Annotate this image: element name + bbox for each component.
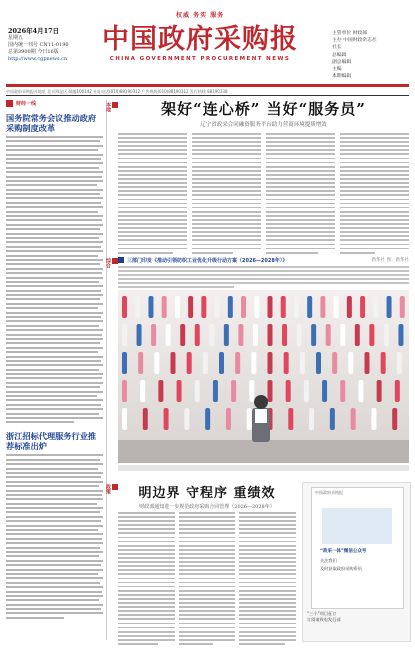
vertical-tab-local[interactable]: [105, 102, 118, 112]
main-headline[interactable]: 架好“连心桥” 当好“服务员”: [161, 100, 366, 118]
left-headline-1[interactable]: 国务院常务会议推动政府采购制度改革: [6, 113, 97, 133]
main-story: [118, 100, 409, 256]
phone-row[interactable]: 关注我们: [320, 558, 337, 563]
tab-label: 本地: [105, 102, 111, 112]
tab-label: 政策: [105, 484, 111, 494]
text-column: [239, 512, 296, 647]
subscription-line: 订阅请致电发行部: [307, 617, 341, 622]
board-line: 本期编辑: [332, 74, 352, 80]
main-subheadline: 辽宁省政采合同融资服务平台助力营商环境提质增效: [200, 122, 327, 128]
website-link[interactable]: http://www.cgpnews.cn: [8, 56, 68, 62]
divider: [6, 95, 409, 96]
feature-square-icon: [118, 257, 124, 263]
bottom-story-header: [118, 482, 296, 510]
masthead-tags: [176, 10, 224, 19]
vertical-tab-general[interactable]: [105, 258, 118, 268]
address-line: 中国政府采购报社地址 北京海淀区 邮编100142 社址电话(010)88190312 广告热线(010)88190312 发行热线 88190338: [6, 89, 228, 94]
vertical-tab-policy[interactable]: [105, 484, 118, 494]
feature-source: 新华社 图：新华社: [371, 258, 409, 263]
left-headline-2[interactable]: 浙江招标代理服务行业推荐标准出炉: [6, 431, 97, 452]
logo-title: 中国政府采购报: [102, 24, 298, 55]
phone-mockup: [311, 487, 404, 609]
tag: 务实: [193, 12, 208, 19]
photo-illustration: [118, 290, 409, 463]
text-column: [118, 512, 175, 647]
bottom-story-body: [118, 512, 296, 647]
masthead-info: [8, 28, 88, 63]
left-article-2-text: [6, 454, 103, 618]
bottom-headline[interactable]: 明边界 守程序 重绩效: [138, 486, 276, 501]
feature-intro-text: [118, 266, 409, 288]
textile-factory-photo[interactable]: [118, 290, 409, 463]
logo-subtitle: CHINA GOVERNMENT PROCUREMENT NEWS: [109, 56, 291, 62]
board-line: 主编: [332, 67, 342, 73]
issue-weekday: 星期五: [8, 35, 24, 41]
issue-line-1: 国内统一刊号 CN11-0190: [8, 42, 69, 48]
column-divider: [106, 100, 107, 640]
feature-header: [118, 256, 409, 264]
main-story-body: [118, 133, 409, 256]
section-label: 财经一线: [16, 101, 37, 107]
section-header: [6, 100, 103, 107]
feature-title[interactable]: 三部门印发《推动引领纺织工业优化升级行动方案（2026—2028年）》: [127, 257, 288, 264]
text-column: [179, 512, 236, 647]
subscription-info: [307, 611, 406, 623]
text-column: [118, 133, 187, 256]
text-column: [340, 133, 409, 256]
board-line: 社长: [332, 45, 342, 51]
editorial-board: [332, 30, 412, 80]
left-column: [6, 100, 103, 640]
bottom-subheadline: 财政部通知进一步规范政府采购合同管理（2026—2028年）: [139, 504, 275, 510]
wechat-banner: [322, 508, 392, 544]
subscription-line: “三个”项目征订: [307, 611, 337, 616]
phone-row: 及时获取政府采购资讯: [320, 566, 362, 571]
section-square-icon: [6, 100, 13, 107]
wechat-title: “政采一体”微信公众号: [320, 549, 367, 554]
tag: 服务: [210, 12, 225, 19]
masthead-red-rule: [6, 84, 409, 87]
text-column: [266, 133, 335, 256]
tab-label: 综合: [105, 258, 111, 268]
issue-date: 2026年4月17日: [8, 27, 60, 35]
board-line: 副总编辑: [332, 59, 352, 65]
phone-header: 中国政府采购报: [315, 490, 343, 495]
board-line: 主办 中国财政杂志社: [332, 38, 377, 44]
tag: 权威: [176, 12, 191, 19]
board-line: 总编辑: [332, 52, 347, 58]
wechat-promo-box[interactable]: [302, 482, 411, 642]
newspaper-logo: [94, 24, 306, 62]
photo-caption: [118, 465, 409, 471]
issue-line-2: 总第3900期 今日16版: [8, 49, 59, 55]
text-column: [192, 133, 261, 256]
left-article-1-text: [6, 136, 103, 423]
board-line: 主管单位 财政部: [332, 31, 368, 36]
